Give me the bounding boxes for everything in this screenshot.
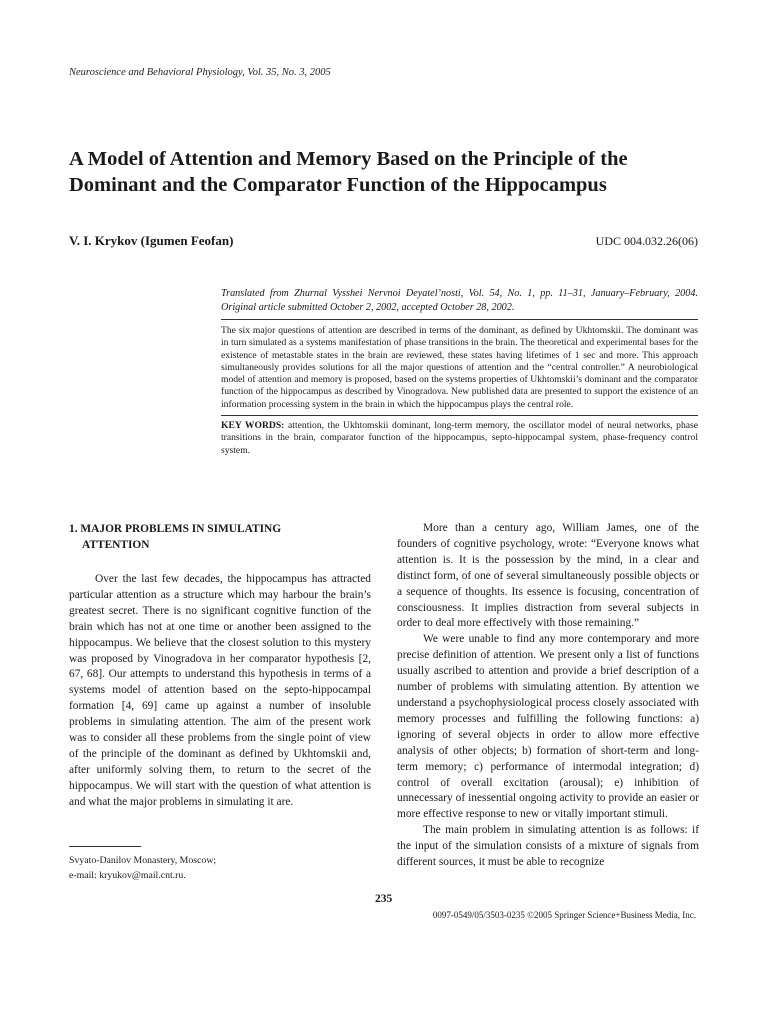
left-column bbox=[69, 521, 371, 811]
author-name: V. I. Krykov (Igumen Feofan) bbox=[69, 233, 234, 248]
section-heading-line1: 1. MAJOR PROBLEMS IN SIMULATING bbox=[69, 523, 282, 535]
keywords-text: attention, the Ukhtomskii dominant, long-term memory, the oscillator model of neural networks, phase transitions in the brain, comparator function of the hippocampus, septo-hippocampal system, phase-frequency control system. bbox=[221, 420, 698, 456]
body-paragraph: More than a century ago, William James, one of the founders of cognitive psychology, wrote: “Everyone knows what attention is. It is the possession by the mind, in a clear and distinct form, of one of several simultaneously possible objects or a sequence of thoughts. Its essence is focusing, concentration of consciousness. It implies distraction from several subjects in order to deal more effectively with those remaining.” bbox=[397, 522, 699, 630]
journal-citation: Neuroscience and Behavioral Physiology, Vol. 35, No. 3, 2005 bbox=[69, 67, 331, 78]
translation-note: Translated from Zhurnal Vysshei Nervnoi Deyatel’nosti, Vol. 54, No. 1, pp. 11–31, January–February, 2004. Original article submitted October 2, 2002, accepted October 28, 2002. bbox=[221, 287, 698, 320]
body-paragraph: The main problem in simulating attention is as follows: if the input of the simulation consists of a mixture of signals from different sources, it must be able to recognize bbox=[397, 824, 699, 869]
copyright-line: 0097-0549/05/3503-0235 ©2005 Springer Science+Business Media, Inc. bbox=[432, 910, 696, 920]
udc-code: UDC 004.032.26(06) bbox=[595, 234, 698, 248]
keywords-label: KEY WORDS: bbox=[221, 420, 285, 432]
body-paragraph: Over the last few decades, the hippocampus has attracted particular attention as a structure which may harbour the brain’s greatest secret. There is no significant cognitive function of the brain which has not at one time or another been assigned to the hippocampus. We believe that the closest solution to this mystery was proposed by Vinogradova in her comparator hypothesis [2, 67, 68]. Our attempts to understand this hypothesis in terms of a systems model of attention based on the septo-hippocampal formation [4, 69] came up against a number of insoluble problems in simulating attention. The aim of the present work was to consider all these problems from the single point of view of the principle of the dominant as defined by Ukhtomskii and, after uniformly solving them, to return to the secret of the hippocampus. We will start with the question of what attention is and what the major problems in simulating it are. bbox=[69, 573, 371, 808]
abstract-block bbox=[221, 287, 698, 457]
article-title: A Model of Attention and Memory Based on the Principle of the Dominant and the Comparator Function of the Hippocampus bbox=[69, 148, 628, 196]
email-line: e-mail: kryukov@mail.cnt.ru. bbox=[69, 870, 186, 881]
keywords bbox=[221, 416, 698, 457]
abstract-text: The six major questions of attention are described in terms of the dominant, as defined by Ukhtomskii. The dominant was in turn simulated as a systems manifestation of phase transitions in the brain. The theoretical and experimental bases for the existence of metastable states in the brain are reviewed, these states having lifetimes of 1 sec and more. This approach simultaneously provides solutions for all the major questions of attention and the “central controller.” A neurobiological model of attention and memory is proposed, based on the systems properties of Ukhtomskii’s dominant and the comparator function of the hippocampus as described by Vinogradova. New published data are presented to support the existence of an information processing system in the brain in which the hippocampus plays the central role. bbox=[221, 320, 698, 416]
footnote-divider bbox=[69, 846, 141, 847]
author-affiliation bbox=[69, 853, 216, 883]
right-column bbox=[397, 521, 699, 871]
body-paragraph: We were unable to find any more contemporary and more precise definition of attention. We present only a list of functions usually ascribed to attention and provide a brief description of a number of problems with simulating attention. By attention we understand a psychophysiological process closely associated with memory processes and fulfilling the following functions: a) ignoring of several objects in order to allow more effective analysis of other objects; b) formation of short-term and long-term memory; c) performance of intermodal integration; d) control of overall excitation (arousal); e) inhibition of unnecessary of inessential ongoing activity to provide an easier or more effective response to new or vitally important stimuli. bbox=[397, 633, 699, 821]
affiliation-line: Svyato-Danilov Monastery, Moscow; bbox=[69, 855, 217, 866]
page-number: 235 bbox=[375, 893, 393, 905]
section-heading-line2: ATTENTION bbox=[82, 539, 150, 551]
section-heading bbox=[69, 521, 371, 553]
